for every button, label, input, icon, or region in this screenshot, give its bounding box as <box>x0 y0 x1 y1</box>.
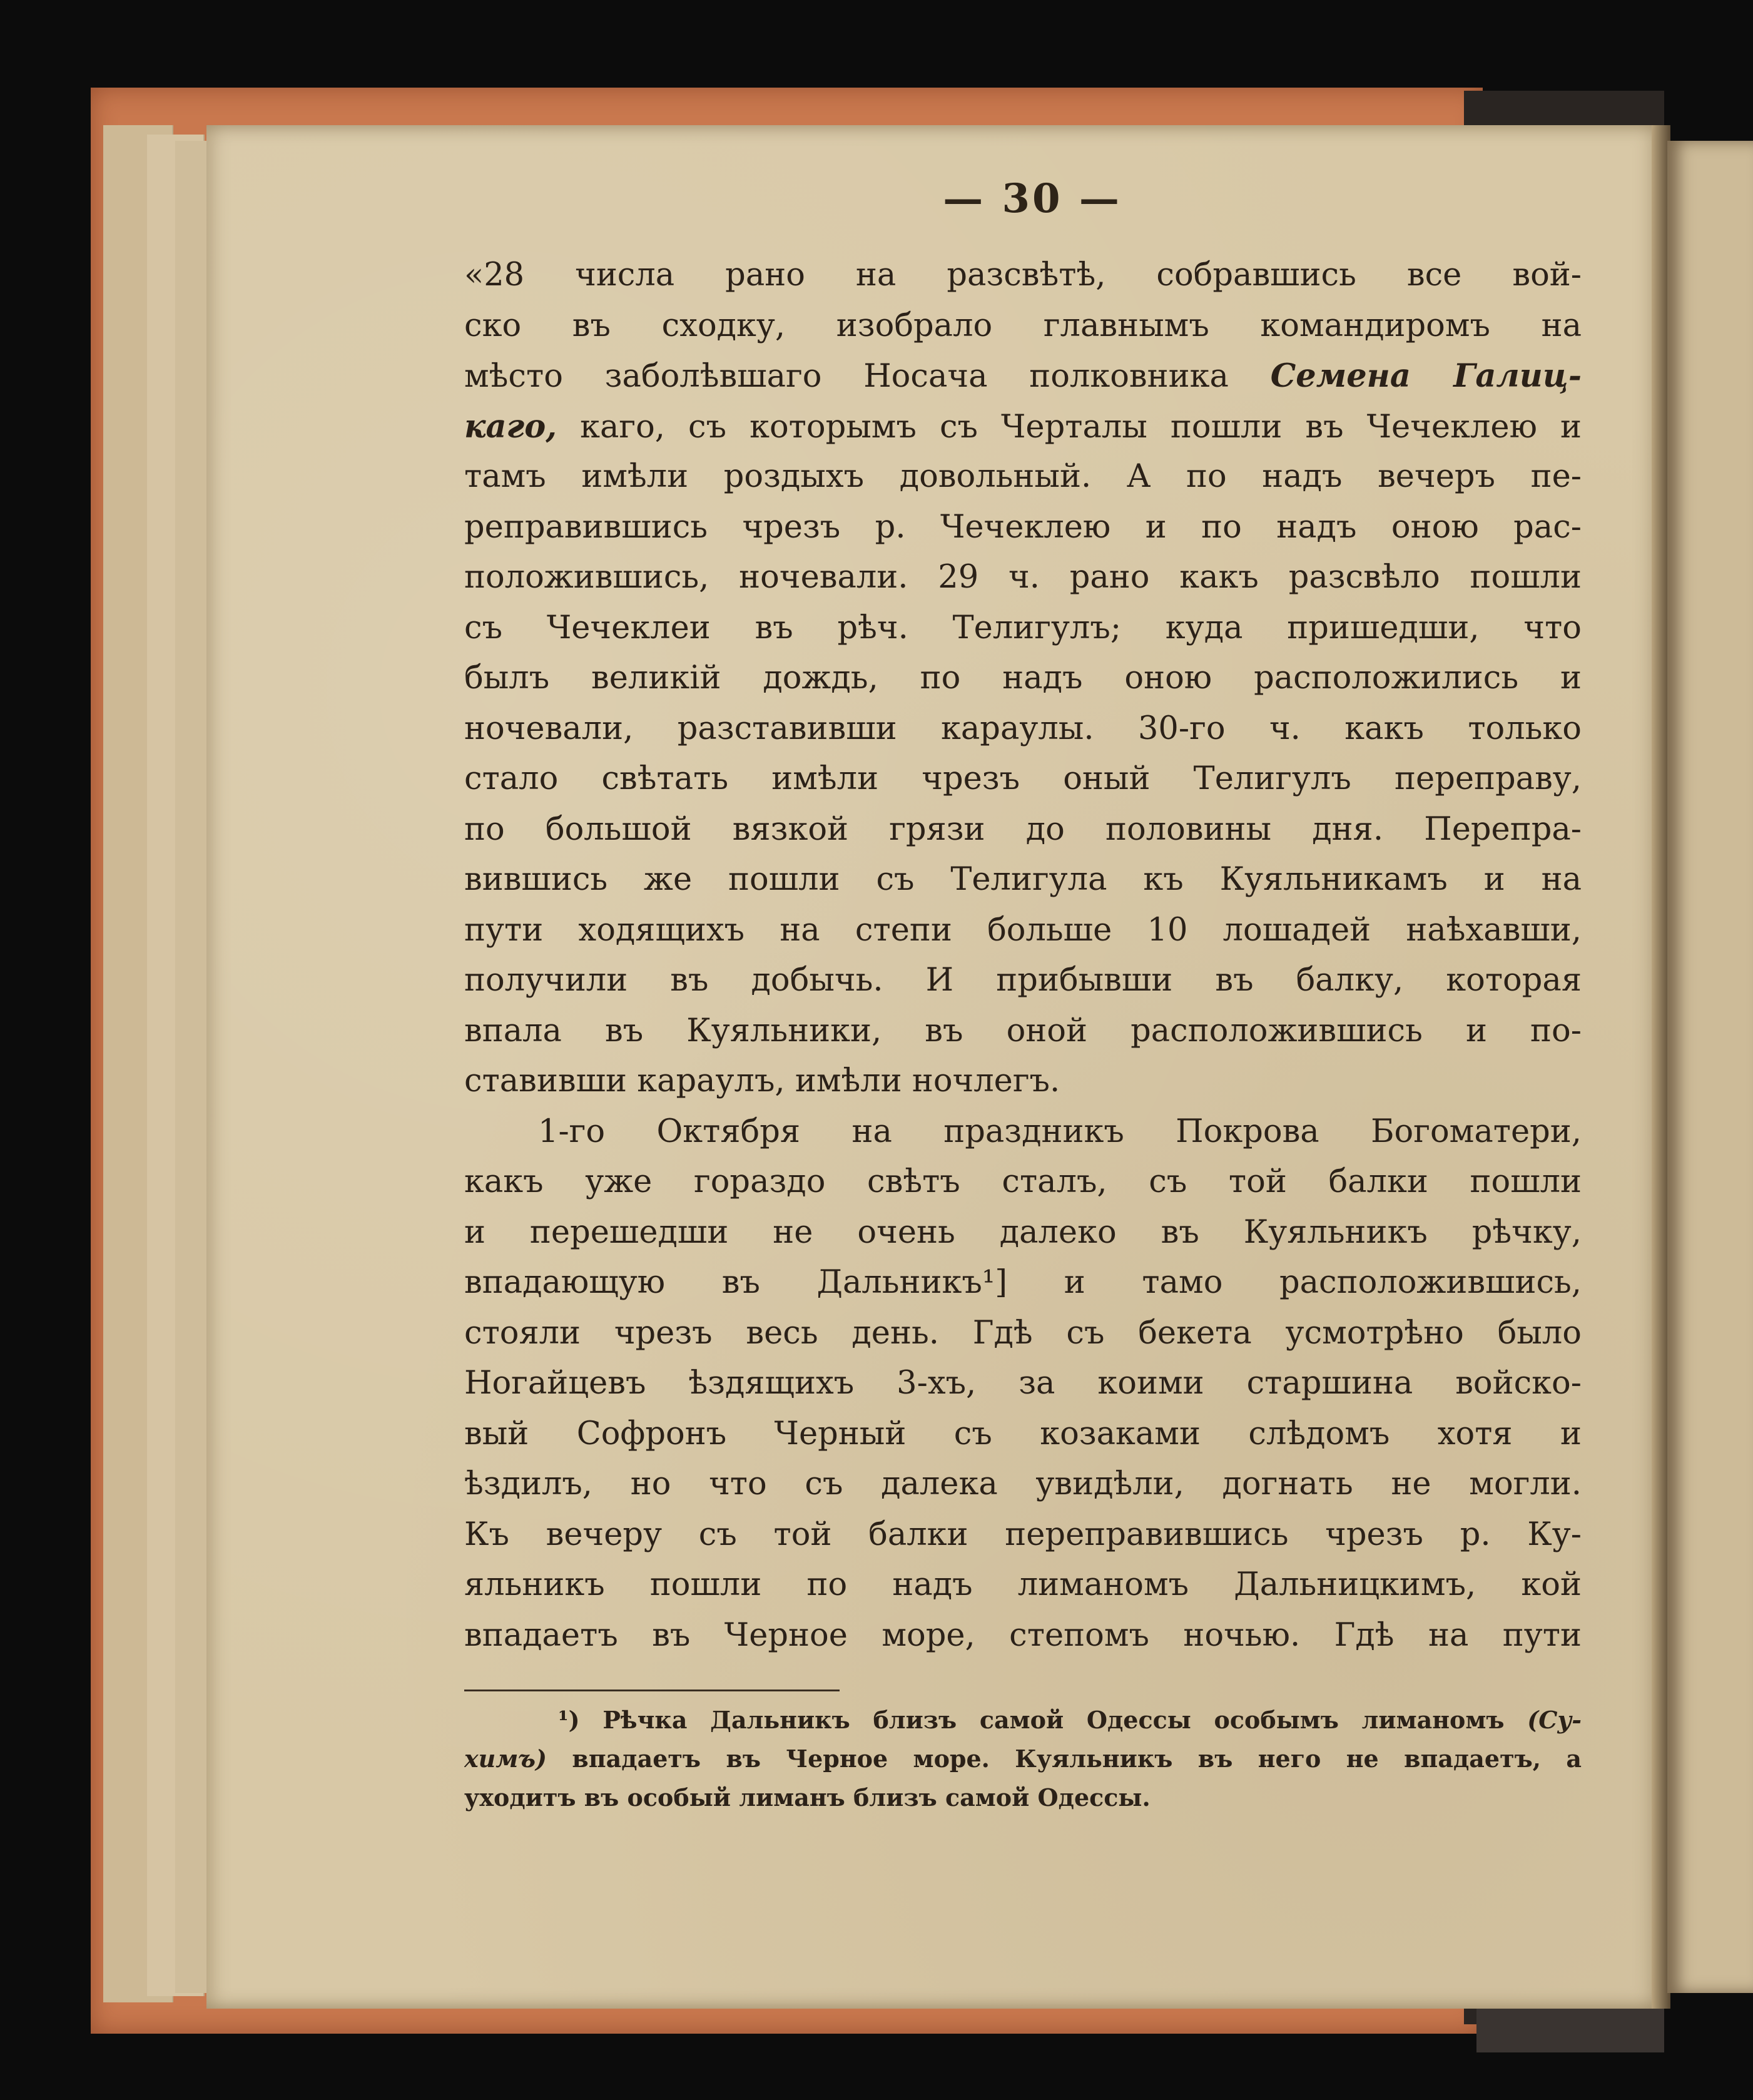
text-line: яльникъ пошли по надъ лиманомъ Дальницкимъ, кой <box>464 1566 1582 1603</box>
text-line: и перешедши не очень далеко въ Куяльникъ рѣчку, <box>464 1213 1582 1251</box>
text-line: Къ вечеру съ той балки переправившись чрезъ р. Ку- <box>464 1516 1582 1553</box>
footnote <box>464 1701 1582 1817</box>
footnote-divider <box>464 1690 840 1691</box>
footnote-line: уходитъ въ особый лиманъ близъ самой Одессы. <box>464 1783 1151 1812</box>
text-line: получили въ добычь. И прибывши въ балку, которая <box>464 962 1582 999</box>
text-line: Ногайцевъ ѣздящихъ 3-хъ, за коими старшина войско- <box>464 1365 1582 1402</box>
footnote-span: ¹) Рѣчка Дальникъ близъ самой Одессы особымъ лиманомъ <box>558 1706 1505 1734</box>
footnote-italic: химъ) <box>464 1745 547 1773</box>
text-line: пути ходящихъ на степи больше 10 лошадей наѣхавши, <box>464 911 1582 949</box>
text-line: «28 числа рано на разсвѣтѣ, собравшись все вой- <box>464 257 1582 293</box>
page-number: — 30 — <box>943 175 1122 222</box>
italic-name: Семена Галиц- <box>1270 357 1582 395</box>
text-line: тамъ имѣли роздыхъ довольный. А по надъ вечеръ пе- <box>464 458 1582 495</box>
text-line: реправившись чрезъ р. Чечеклею и по надъ оною рас- <box>464 508 1582 546</box>
text-line: ночевали, разставивши караулы. 30-го ч. какъ только <box>464 710 1582 747</box>
text-span: мѣсто заболѣвшаго Носача полковника <box>464 358 1229 395</box>
text-line: ѣздилъ, но что съ далека увидѣли, догнать не могли. <box>464 1465 1582 1502</box>
text-line: впадающую въ Дальникъ¹] и тамо расположившись, <box>464 1264 1582 1301</box>
text-line: положившись, ночевали. 29 ч. рано какъ разсвѣло пошли <box>464 559 1582 596</box>
text-line: ставивши караулъ, имѣли ночлегъ. <box>464 1063 1060 1099</box>
footnote-line <box>464 1701 1582 1740</box>
facing-page <box>1667 141 1753 1993</box>
text-line: впала въ Куяльники, въ оной расположившись и по- <box>464 1012 1582 1049</box>
text-line: стояли чрезъ весь день. Гдѣ съ бекета усмотрѣно было <box>464 1314 1582 1352</box>
text-line: впадаетъ въ Черное море, степомъ ночью. Гдѣ на пути <box>464 1616 1582 1654</box>
text-line: какъ уже гораздо свѣтъ сталъ, съ той балки пошли <box>464 1163 1582 1200</box>
text-line <box>464 402 1582 452</box>
text-line <box>464 351 1582 402</box>
text-line: съ Чечеклеи въ рѣч. Телигулъ; куда пришедши, что <box>464 609 1582 646</box>
text-line: былъ великій дождь, по надъ оною расположились и <box>464 660 1582 696</box>
footnote-italic: (Су- <box>1527 1706 1582 1734</box>
footnote-span: впадаетъ въ Черное море. Куяльникъ въ него не впадаетъ, а <box>572 1745 1582 1773</box>
text-span: каго, съ которымъ съ Черталы пошли въ Чечеклею и <box>580 408 1582 446</box>
text-line: ско въ сходку, изобрало главнымъ командиромъ на <box>464 307 1582 344</box>
text-line: стало свѣтать имѣли чрезъ оный Телигулъ переправу, <box>464 760 1582 797</box>
italic-name: каго, <box>464 407 557 446</box>
text-line: 1-го Октября на праздникъ Покрова Богоматери, <box>538 1113 1582 1150</box>
footnote-line <box>464 1740 1582 1778</box>
text-line: вый Софронъ Черный съ козаками слѣдомъ хотя и <box>464 1415 1582 1452</box>
body-text <box>464 250 1582 1661</box>
text-line: по большой вязкой грязи до половины дня. Перепра- <box>464 810 1582 848</box>
text-line: вившись же пошли съ Телигула къ Куяльникамъ и на <box>464 861 1582 898</box>
